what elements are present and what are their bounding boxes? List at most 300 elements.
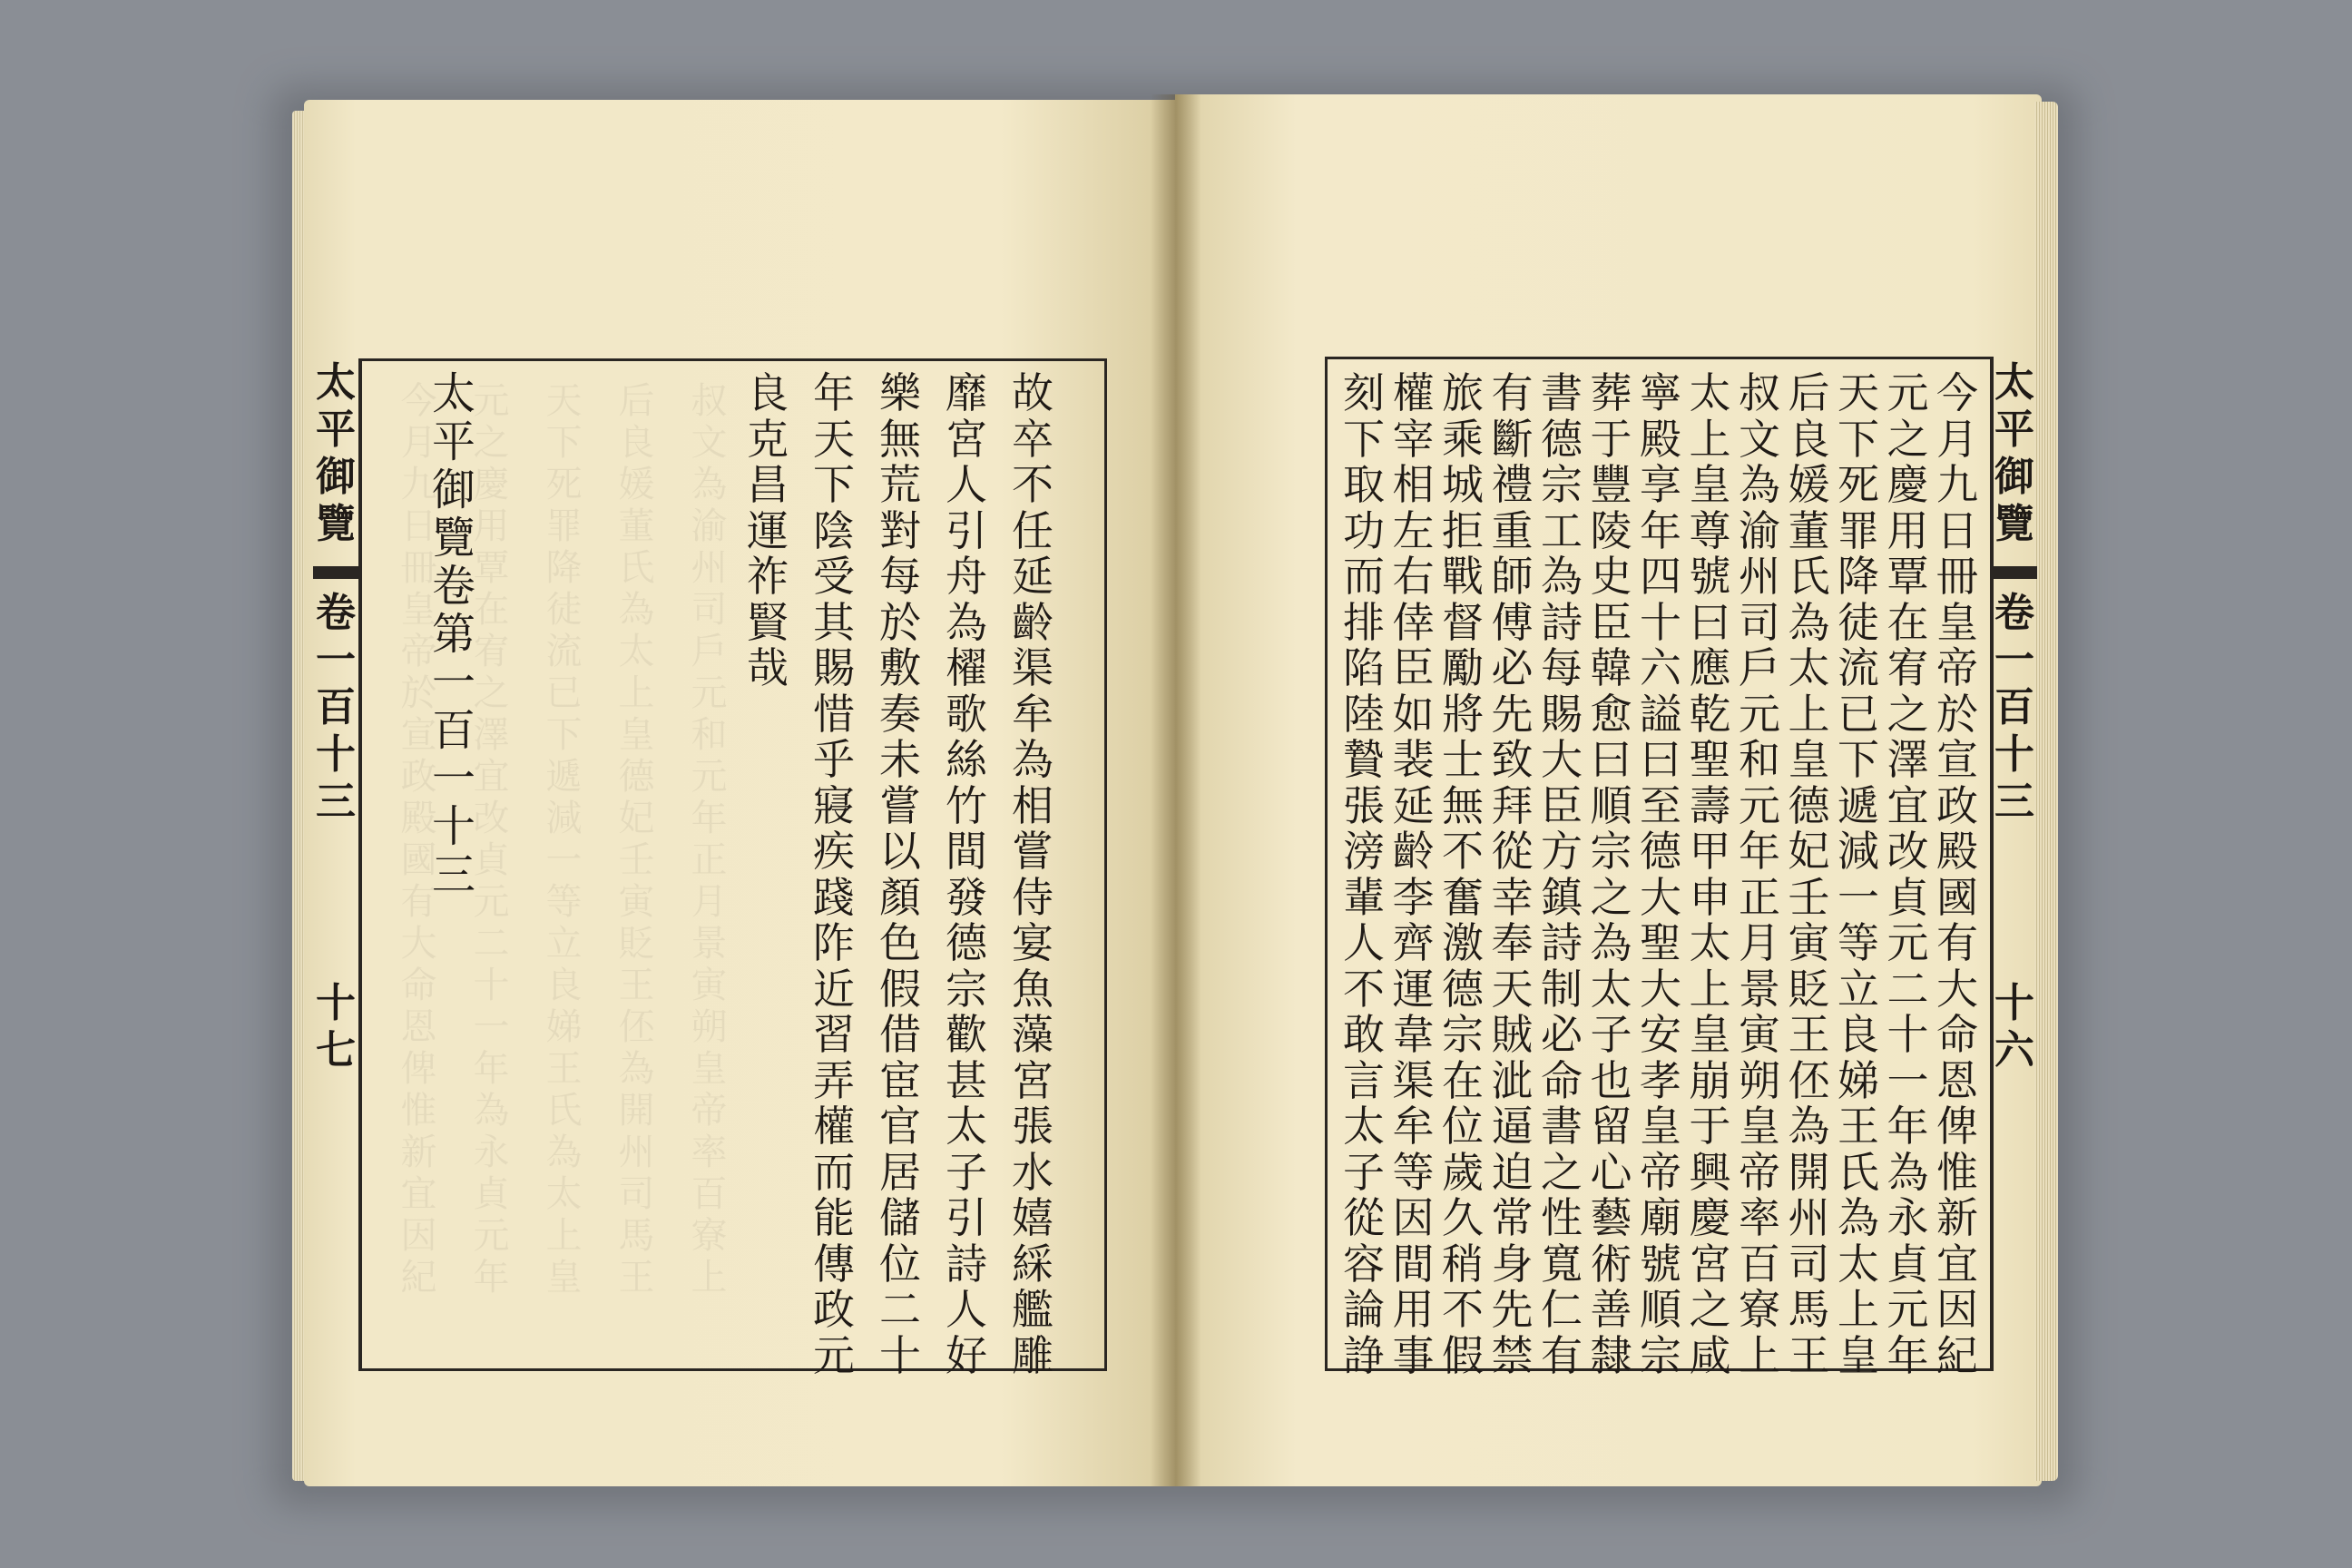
- glyph: 伾: [1788, 1055, 1830, 1105]
- glyph: 宗: [1590, 827, 1632, 876]
- glyph: 乘: [1442, 414, 1484, 464]
- glyph: 迫: [1491, 1147, 1534, 1197]
- glyph: 帝: [1936, 643, 1978, 692]
- glyph: 禁: [1491, 1330, 1534, 1380]
- glyph: 張: [1012, 1102, 1054, 1151]
- bleed-line: 元之慶用覃在宥之澤宜改貞元二十一年為永貞元年: [467, 381, 509, 1299]
- glyph: 罪: [1838, 505, 1879, 555]
- glyph: 常: [1491, 1193, 1534, 1242]
- glyph: 靡: [946, 368, 987, 417]
- glyph: 寢: [813, 780, 855, 830]
- glyph: 三: [431, 849, 475, 900]
- glyph: 嬉: [1012, 1193, 1054, 1242]
- glyph: 覽: [431, 513, 475, 564]
- glyph: 為: [946, 597, 987, 647]
- glyph: 皇: [1739, 1102, 1780, 1151]
- glyph: 良: [1788, 414, 1830, 464]
- glyph: 文: [1739, 414, 1780, 464]
- glyph: 娣: [1838, 1055, 1879, 1105]
- glyph: 徒: [1838, 597, 1879, 647]
- glyph: 王: [1838, 1102, 1879, 1151]
- glyph: 下: [1838, 735, 1879, 784]
- glyph: 十: [316, 980, 356, 1026]
- glyph: 日: [1936, 505, 1978, 555]
- glyph: 太: [1689, 918, 1731, 967]
- glyph: 鎮: [1541, 872, 1583, 922]
- glyph: 為: [1788, 597, 1830, 647]
- glyph: 心: [1590, 1147, 1632, 1197]
- glyph: 政: [1936, 780, 1978, 830]
- glyph: 論: [1343, 1285, 1385, 1334]
- glyph: 藻: [1012, 1010, 1054, 1059]
- glyph: 后: [1788, 368, 1830, 417]
- glyph: 一: [431, 753, 475, 804]
- glyph: 謚: [1640, 689, 1681, 739]
- glyph: 工: [1541, 505, 1583, 555]
- glyph: 減: [1838, 827, 1879, 876]
- glyph: 嘗: [879, 780, 921, 830]
- glyph: 月: [1739, 918, 1780, 967]
- text-column: [1438, 368, 1487, 1380]
- glyph: 年: [1640, 505, 1681, 555]
- glyph: 順: [1590, 780, 1632, 830]
- glyph: 氏: [1788, 552, 1830, 601]
- glyph: 敷: [879, 643, 921, 692]
- glyph: 戶: [1739, 643, 1780, 692]
- glyph: 拒: [1442, 505, 1484, 555]
- glyph: 引: [946, 505, 987, 555]
- glyph: 十: [1640, 597, 1681, 647]
- glyph: 宗: [946, 964, 987, 1014]
- glyph: 卷: [316, 590, 356, 636]
- glyph: 帝: [1739, 1147, 1780, 1197]
- glyph: 櫂: [946, 643, 987, 692]
- glyph: 師: [1491, 552, 1534, 601]
- glyph: 好: [946, 1330, 987, 1380]
- glyph: 賢: [747, 597, 789, 647]
- glyph: 詩: [1541, 597, 1583, 647]
- glyph: 引: [946, 1193, 987, 1242]
- glyph: 近: [813, 964, 855, 1014]
- glyph: 宥: [1886, 643, 1929, 692]
- glyph: 雕: [1012, 1330, 1054, 1380]
- glyph: 昌: [747, 460, 789, 509]
- glyph: 仁: [1541, 1285, 1583, 1334]
- glyph: 新: [1936, 1193, 1978, 1242]
- glyph: 書: [1541, 1102, 1583, 1151]
- bleed-line: 今月九日冊皇帝於宣政殿國有大命恩俾惟新宜因紀: [395, 381, 436, 1299]
- glyph: 覃: [1886, 552, 1929, 601]
- glyph: 之: [1886, 689, 1929, 739]
- glyph: 大: [1541, 735, 1583, 784]
- glyph: 韋: [1392, 1010, 1435, 1059]
- glyph: 惟: [1936, 1147, 1978, 1197]
- glyph: 之: [1689, 1285, 1731, 1334]
- text-column: [1636, 368, 1685, 1380]
- glyph: 間: [946, 827, 987, 876]
- glyph: 賊: [1491, 1010, 1534, 1059]
- glyph: 無: [879, 414, 921, 464]
- glyph: 不: [1012, 460, 1054, 509]
- glyph: 泚: [1491, 1055, 1534, 1105]
- glyph: 寮: [1739, 1285, 1780, 1334]
- glyph: 貞: [1886, 1239, 1929, 1289]
- column-text: [1442, 368, 1484, 1380]
- glyph: 于: [1590, 414, 1632, 464]
- glyph: 久: [1442, 1193, 1484, 1242]
- fishtail-mark: [1992, 566, 2037, 579]
- glyph: 一: [1994, 637, 2034, 683]
- glyph: 宗: [1442, 1010, 1484, 1059]
- column-text: [946, 368, 987, 1380]
- glyph: 左: [1392, 505, 1435, 555]
- glyph: 祚: [747, 552, 789, 601]
- glyph: 之: [1886, 414, 1929, 464]
- glyph: 皇: [1936, 597, 1978, 647]
- glyph: 宮: [946, 414, 987, 464]
- glyph: 號: [1640, 1239, 1681, 1289]
- glyph: 性: [1541, 1193, 1583, 1242]
- bleed-line: 叔文為渝州司戶元和元年正月景寅朔皇帝率百寮上: [685, 381, 727, 1299]
- glyph: 事: [1392, 1330, 1435, 1380]
- glyph: 荒: [879, 460, 921, 509]
- glyph: 九: [1936, 460, 1978, 509]
- glyph: 氏: [1838, 1147, 1879, 1197]
- glyph: 先: [1491, 1285, 1534, 1334]
- glyph: 言: [1343, 1055, 1385, 1105]
- fishtail-mark: [313, 566, 358, 579]
- glyph: 澤: [1886, 735, 1929, 784]
- glyph: 三: [1994, 779, 2034, 825]
- glyph: 曰: [1640, 735, 1681, 784]
- text-column: [807, 368, 861, 1380]
- glyph: 十: [1886, 1010, 1929, 1059]
- glyph: 覽: [316, 501, 356, 547]
- glyph: 德: [1442, 964, 1484, 1014]
- glyph: 制: [1541, 964, 1583, 1014]
- glyph: 政: [813, 1285, 855, 1334]
- glyph: 上: [1689, 414, 1731, 464]
- column-text: [747, 368, 789, 693]
- glyph: 贄: [1343, 735, 1385, 784]
- glyph: 順: [1640, 1285, 1681, 1334]
- glyph: 一: [316, 637, 356, 683]
- glyph: 臣: [1392, 643, 1435, 692]
- glyph: 拜: [1491, 780, 1534, 830]
- glyph: 貶: [1788, 964, 1830, 1014]
- glyph: 奮: [1442, 872, 1484, 922]
- text-column: [1785, 368, 1834, 1380]
- glyph: 牟: [1392, 1102, 1435, 1151]
- glyph: 史: [1590, 552, 1632, 601]
- glyph: 善: [1590, 1285, 1632, 1334]
- right-center-strip: [1989, 359, 2040, 1078]
- glyph: 相: [1392, 460, 1435, 509]
- glyph: 詩: [1541, 918, 1583, 967]
- glyph: 為: [1788, 1102, 1830, 1151]
- glyph: 太: [1343, 1102, 1385, 1151]
- glyph: 為: [1838, 1193, 1879, 1242]
- glyph: 臣: [1590, 597, 1632, 647]
- left-strip-volume: [316, 590, 356, 829]
- glyph: 有: [1936, 918, 1978, 967]
- glyph: 下: [1838, 414, 1879, 464]
- column-text: [1491, 368, 1534, 1380]
- glyph: 享: [1640, 460, 1681, 509]
- glyph: 上: [1838, 1285, 1879, 1334]
- glyph: 十: [1994, 731, 2034, 778]
- glyph: 王: [1788, 1010, 1830, 1059]
- glyph: 朔: [1739, 1055, 1780, 1105]
- glyph: 為: [1739, 460, 1780, 509]
- glyph: 命: [1936, 1010, 1978, 1059]
- glyph: 百: [1739, 1239, 1780, 1289]
- glyph: 貞: [1886, 872, 1929, 922]
- glyph: 太: [946, 1102, 987, 1151]
- glyph: 每: [879, 552, 921, 601]
- closing-title: [425, 368, 483, 901]
- glyph: 天: [1491, 964, 1534, 1014]
- bleed-line: 天下死罪降徒流已下遞減一等立良娣王氏為太上皇: [540, 381, 582, 1299]
- glyph: 十: [879, 1330, 921, 1380]
- glyph: 督: [1442, 597, 1484, 647]
- glyph: 四: [1640, 552, 1681, 601]
- glyph: 重: [1491, 505, 1534, 555]
- glyph: 德: [1640, 827, 1681, 876]
- glyph: 御: [316, 454, 356, 500]
- glyph: 假: [1442, 1330, 1484, 1380]
- glyph: 阼: [813, 918, 855, 967]
- glyph: 覽: [1994, 501, 2034, 547]
- glyph: 子: [946, 1147, 987, 1197]
- glyph: 容: [1343, 1239, 1385, 1289]
- glyph: 大: [1640, 872, 1681, 922]
- glyph: 幸: [1491, 872, 1534, 922]
- glyph: 宮: [1689, 1239, 1731, 1289]
- glyph: 應: [1689, 643, 1731, 692]
- glyph: 乾: [1689, 689, 1731, 739]
- glyph: 號: [1689, 552, 1731, 601]
- glyph: 奏: [879, 689, 921, 739]
- glyph: 子: [1590, 1010, 1632, 1059]
- glyph: 壬: [1788, 872, 1830, 922]
- glyph: 司: [1788, 1239, 1830, 1289]
- column-text: [1541, 368, 1583, 1380]
- glyph: 水: [1012, 1147, 1054, 1197]
- glyph: 元: [1739, 689, 1780, 739]
- glyph: 用: [1392, 1285, 1435, 1334]
- glyph: 百: [1994, 684, 2034, 730]
- glyph: 二: [879, 1285, 921, 1334]
- glyph: 因: [1936, 1285, 1978, 1334]
- glyph: 詩: [946, 1239, 987, 1289]
- glyph: 不: [1442, 1285, 1484, 1334]
- glyph: 也: [1590, 1055, 1632, 1105]
- text-column: [1339, 368, 1388, 1380]
- glyph: 稍: [1442, 1239, 1484, 1289]
- glyph: 孝: [1640, 1055, 1681, 1105]
- glyph: 權: [1392, 368, 1435, 417]
- glyph: 第: [431, 609, 475, 660]
- glyph: 愈: [1590, 689, 1632, 739]
- glyph: 而: [1343, 552, 1385, 601]
- glyph: 今: [1936, 368, 1978, 417]
- glyph: 百: [431, 705, 475, 756]
- glyph: 其: [813, 597, 855, 647]
- column-text: [1886, 368, 1929, 1380]
- glyph: 假: [879, 964, 921, 1014]
- glyph: 每: [1541, 643, 1583, 692]
- glyph: 故: [1012, 368, 1054, 417]
- glyph: 刻: [1343, 368, 1385, 417]
- glyph: 死: [1838, 460, 1879, 509]
- glyph: 色: [879, 918, 921, 967]
- glyph: 未: [879, 735, 921, 784]
- glyph: 太: [1994, 359, 2034, 406]
- glyph: 俾: [1936, 1102, 1978, 1151]
- glyph: 降: [1838, 552, 1879, 601]
- glyph: 城: [1442, 460, 1484, 509]
- glyph: 惜: [813, 689, 855, 739]
- glyph: 等: [1392, 1147, 1435, 1197]
- glyph: 慶: [1886, 460, 1929, 509]
- glyph: 倖: [1392, 597, 1435, 647]
- glyph: 顏: [879, 872, 921, 922]
- glyph: 月: [1936, 414, 1978, 464]
- glyph: 三: [316, 779, 356, 825]
- glyph: 安: [1640, 1010, 1681, 1059]
- glyph: 發: [946, 872, 987, 922]
- column-text: [1590, 368, 1632, 1380]
- glyph: 先: [1491, 689, 1534, 739]
- glyph: 甲: [1689, 827, 1731, 876]
- glyph: 人: [946, 1285, 987, 1334]
- glyph: 有: [1491, 368, 1534, 417]
- glyph: 慶: [1689, 1193, 1731, 1242]
- glyph: 牟: [1012, 689, 1054, 739]
- glyph: 儲: [879, 1193, 921, 1242]
- glyph: 運: [1392, 964, 1435, 1014]
- glyph: 渠: [1012, 643, 1054, 692]
- glyph: 宦: [879, 1055, 921, 1105]
- glyph: 賜: [813, 643, 855, 692]
- glyph: 宮: [1012, 1055, 1054, 1105]
- glyph: 董: [1788, 505, 1830, 555]
- text-column: [939, 368, 994, 1380]
- glyph: 在: [1442, 1055, 1484, 1105]
- glyph: 在: [1886, 597, 1929, 647]
- glyph: 德: [1541, 414, 1583, 464]
- right-strip-leaf: [1994, 980, 2034, 1078]
- glyph: 為: [1886, 1147, 1929, 1197]
- glyph: 延: [1392, 780, 1435, 830]
- glyph: 權: [813, 1102, 855, 1151]
- glyph: 十: [1994, 980, 2034, 1026]
- glyph: 咸: [1689, 1330, 1731, 1380]
- glyph: 不: [1442, 827, 1484, 876]
- glyph: 元: [1886, 918, 1929, 967]
- glyph: 延: [1012, 552, 1054, 601]
- glyph: 張: [1343, 780, 1385, 830]
- glyph: 良: [1838, 1010, 1879, 1059]
- glyph: 功: [1343, 505, 1385, 555]
- glyph: 輩: [1343, 872, 1385, 922]
- glyph: 用: [1886, 505, 1929, 555]
- glyph: 已: [1838, 689, 1879, 739]
- glyph: 皇: [1788, 735, 1830, 784]
- glyph: 於: [1936, 689, 1978, 739]
- glyph: 天: [1838, 368, 1879, 417]
- text-column: [740, 368, 795, 693]
- glyph: 渠: [1392, 1055, 1435, 1105]
- glyph: 臣: [1541, 780, 1583, 830]
- text-column: [1389, 368, 1438, 1380]
- glyph: 必: [1491, 643, 1534, 692]
- glyph: 陷: [1343, 643, 1385, 692]
- glyph: 任: [1012, 505, 1054, 555]
- glyph: 有: [1541, 1330, 1583, 1380]
- glyph: 卷: [431, 561, 475, 612]
- bleed-line: 后良媛董氏為太上皇德妃壬寅貶王伾為開州司馬王: [612, 381, 654, 1299]
- left-center-strip: [310, 359, 361, 1078]
- glyph: 克: [747, 414, 789, 464]
- glyph: 良: [747, 368, 789, 417]
- glyph: 大: [1640, 964, 1681, 1014]
- glyph: 興: [1689, 1147, 1731, 1197]
- text-column: [1735, 368, 1784, 1380]
- glyph: 平: [431, 416, 475, 467]
- glyph: 艦: [1012, 1285, 1054, 1334]
- column-text: [1936, 368, 1978, 1380]
- glyph: 諍: [1343, 1330, 1385, 1380]
- glyph: 元: [1739, 780, 1780, 830]
- glyph: 旅: [1442, 368, 1484, 417]
- glyph: 宜: [1936, 1239, 1978, 1289]
- glyph: 十: [431, 801, 475, 852]
- closing-title-text: [431, 368, 475, 901]
- glyph: 禮: [1491, 460, 1534, 509]
- glyph: 右: [1392, 552, 1435, 601]
- glyph: 年: [813, 368, 855, 417]
- glyph: 為: [1541, 552, 1583, 601]
- glyph: 位: [879, 1239, 921, 1289]
- glyph: 致: [1491, 735, 1534, 784]
- text-column: [1587, 368, 1636, 1380]
- glyph: 皇: [1838, 1330, 1879, 1380]
- glyph: 百: [316, 684, 356, 730]
- glyph: 樂: [879, 368, 921, 417]
- column-text: [1012, 368, 1054, 1380]
- text-column: [1686, 368, 1735, 1380]
- glyph: 而: [813, 1147, 855, 1197]
- glyph: 德: [946, 918, 987, 967]
- glyph: 年: [1886, 1102, 1929, 1151]
- glyph: 嘗: [1012, 827, 1054, 876]
- glyph: 傅: [1491, 597, 1534, 647]
- glyph: 受: [813, 552, 855, 601]
- glyph: 宗: [1640, 1330, 1681, 1380]
- glyph: 宰: [1392, 414, 1435, 464]
- glyph: 宗: [1541, 460, 1583, 509]
- glyph: 聖: [1640, 918, 1681, 967]
- text-column: [1005, 368, 1060, 1380]
- glyph: 大: [1936, 964, 1978, 1014]
- column-text: [1689, 368, 1731, 1380]
- glyph: 方: [1541, 827, 1583, 876]
- glyph: 相: [1012, 780, 1054, 830]
- glyph: 齊: [1392, 918, 1435, 967]
- glyph: 御: [1994, 454, 2034, 500]
